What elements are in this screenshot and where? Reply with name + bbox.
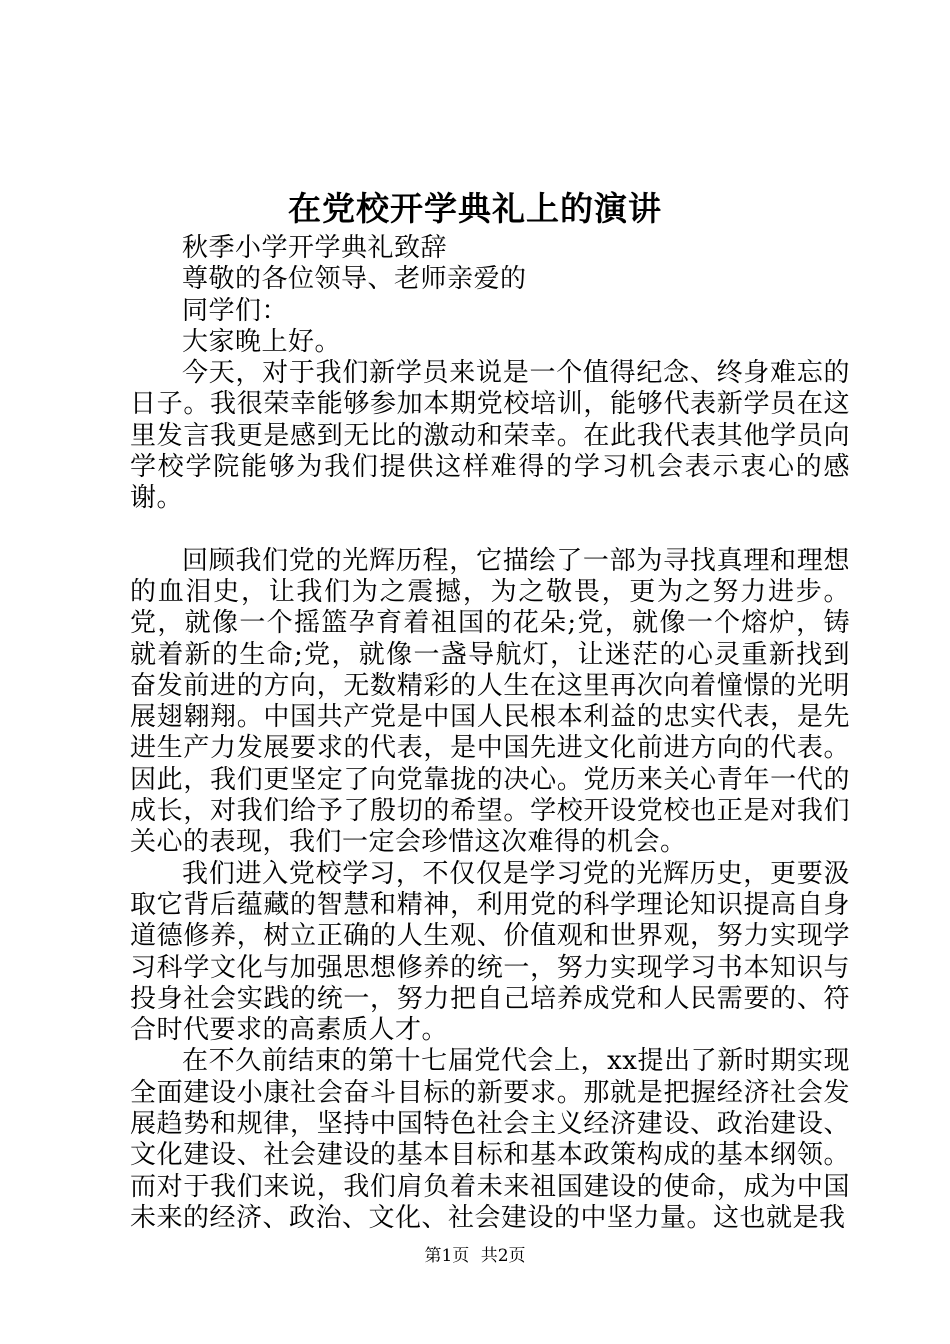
paragraph: 秋季小学开学典礼致辞 — [182, 233, 448, 263]
document-body — [130, 233, 850, 1234]
paragraph: 回顾我们党的光辉历程，它描绘了一部为寻找真理和理想的血泪史，让我们为之震撼，为之敬畏，更为之努力进步。党，就像一个摇篮孕育着祖国的花朵;党，就像一个熔炉，铸就着新的生命;党，就像一盏导航灯，让迷茫的心灵重新找到奋发前进的方向，无数精彩的人生在这里再次向着憧憬的光明展翅翱翔。中国共产党是中国人民根本利益的忠实代表，是先进生产力发展要求的代表，是中国先进文化前进方向的代表。因此，我们更坚定了向党靠拢的决心。党历来关心青年一代的成长，对我们给予了殷切的希望。学校开设党校也正是对我们关心的表现，我们一定会珍惜这次难得的机会。 — [130, 545, 850, 858]
page-total: 共2页 — [480, 1246, 526, 1266]
page-footer — [0, 1244, 950, 1268]
paragraph: 尊敬的各位领导、老师亲爱的 — [182, 264, 527, 295]
paragraph: 今天，对于我们新学员来说是一个值得纪念、终身难忘的日子。我很荣幸能够参加本期党校培训，能够代表新学员在这里发言我更是感到无比的激动和荣幸。在此我代表其他学员向学校学院能够为我们提供这样难得的学习机会表示衷心的感谢。 — [130, 358, 850, 514]
paragraph: 在不久前结束的第十七届党代会上，xx提出了新时期实现全面建设小康社会奋斗目标的新要求。那就是把握经济社会发展趋势和规律，坚持中国特色社会主义经济建设、政治建设、文化建设、社会建设的基本目标和基本政策构成的基本纲领。而对于我们来说，我们肩负着未来祖国建设的使命，成为中国未来的经济、政治、文化、社会建设的中坚力量。这也就是我 — [130, 1046, 850, 1233]
document-title: 在党校开学典礼上的演讲 — [288, 189, 662, 228]
paragraph: 大家晚上好。 — [182, 326, 342, 357]
page-number: 第1页 — [424, 1246, 470, 1266]
paragraph: 我们进入党校学习，不仅仅是学习党的光辉历史，更要汲取它背后蕴藏的智慧和精神，利用党的科学理论知识提高自身道德修养，树立正确的人生观、价值观和世界观，努力实现学习科学文化与加强思想修养的统一，努力实现学习书本知识与投身社会实践的统一，努力把自己培养成党和人民需要的、符合时代要求的高素质人才。 — [130, 858, 850, 1046]
paragraph: 同学们： — [182, 295, 289, 326]
